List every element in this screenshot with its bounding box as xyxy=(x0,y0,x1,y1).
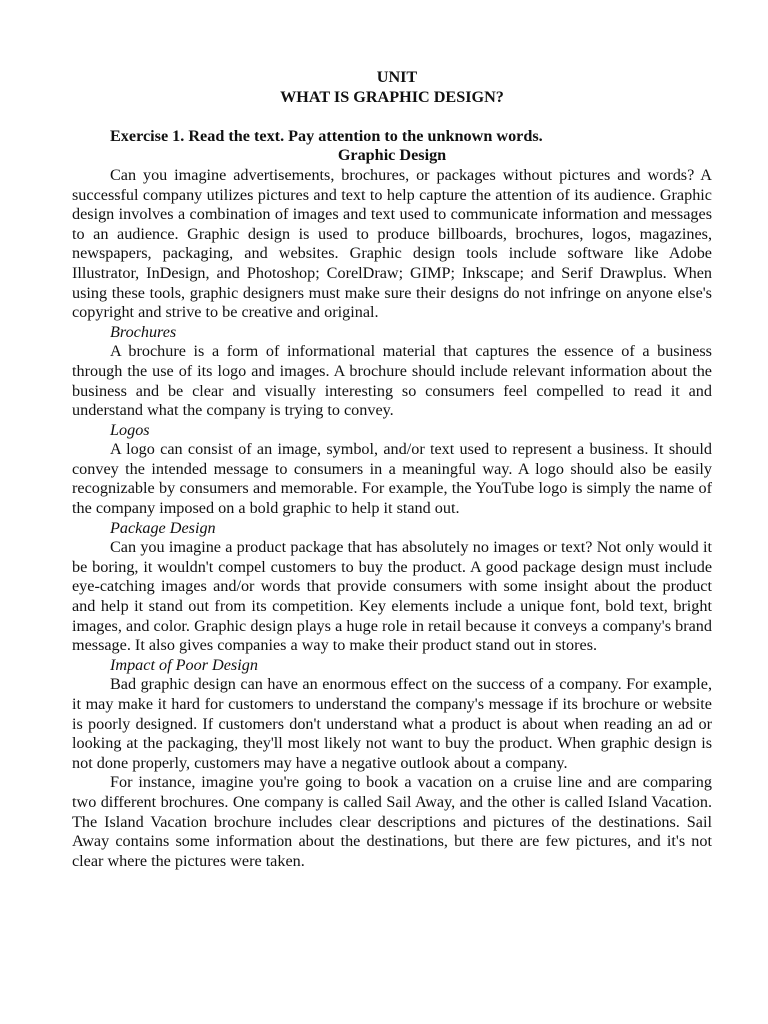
subheading-impact-of-poor-design: Impact of Poor Design xyxy=(110,655,258,674)
page-title: WHAT IS GRAPHIC DESIGN? xyxy=(280,87,504,106)
subheading-package-design: Package Design xyxy=(110,518,216,537)
paragraph-package-design: Can you imagine a product package that has absolutely no images or text? Not only would it be boring, it wouldn't compel customers to buy the product. A good package design must include eye-catching images and/or words that provide consumers with some insight about the product and help it stand out from its competition. Key elements include a unique font, bold text, bright images, and color. Graphic design plays a huge role in retail because it conveys a company's brand message. It also gives companies a way to make their product stand out in stores. xyxy=(72,538,712,655)
closing-paragraph: For instance, imagine you're going to book a vacation on a cruise line and are comparing two different brochures. One company is called Sail Away, and the other is called Island Vacation. The Island Vacation brochure includes clear descriptions and pictures of the destinations. Sail Away contains some information about the destinations, but there are few pictures, and it's not clear where the pictures were taken. xyxy=(72,773,712,870)
exercise-instruction: Exercise 1. Read the text. Pay attention to the unknown words. xyxy=(110,126,543,145)
subheading-logos: Logos xyxy=(110,420,150,439)
paragraph-logos: A logo can consist of an image, symbol, and/or text used to represent a business. It should convey the intended message to consumers in a meaningful way. A logo should also be easily recognizable by consumers and memorable. For example, the YouTube logo is simply the name of the company imposed on a bold graphic to help it stand out. xyxy=(72,440,712,518)
intro-paragraph: Can you imagine advertisements, brochures, or packages without pictures and words? A successful company utilizes pictures and text to help capture the attention of its audience. Graphic design involves a combination of images and text used to communicate information and messages to an audience. Graphic design is used to produce billboards, brochures, logos, magazines, newspapers, packaging, and websites. Graphic design tools include software like Adobe Illustrator, InDesign, and Photoshop; CorelDraw; GIMP; Inkscape; and Serif Drawplus. When using these tools, graphic designers must make sure their designs do not infringe on anyone else's copyright and strive to be creative and original. xyxy=(72,165,712,322)
paragraph-brochures: A brochure is a form of informational material that captures the essence of a business through the use of its logo and images. A brochure should include relevant information about the business and be clear and visually interesting so consumers feel compelled to read it and understand what the company is trying to convey. xyxy=(72,342,712,420)
paragraph-impact-of-poor-design: Bad graphic design can have an enormous effect on the success of a company. For example, it may make it hard for customers to understand the company's message if its brochure or website is poorly designed. If customers don't understand what a product is about when reading an ad or looking at the packaging, they'll most likely not want to buy the product. When graphic design is not done properly, customers may have a negative outlook about a company. xyxy=(72,675,712,772)
document-page xyxy=(72,68,712,871)
subheading-brochures: Brochures xyxy=(110,322,177,341)
spacer xyxy=(72,107,712,127)
unit-label: UNIT xyxy=(376,68,418,86)
section-title: Graphic Design xyxy=(337,146,447,165)
